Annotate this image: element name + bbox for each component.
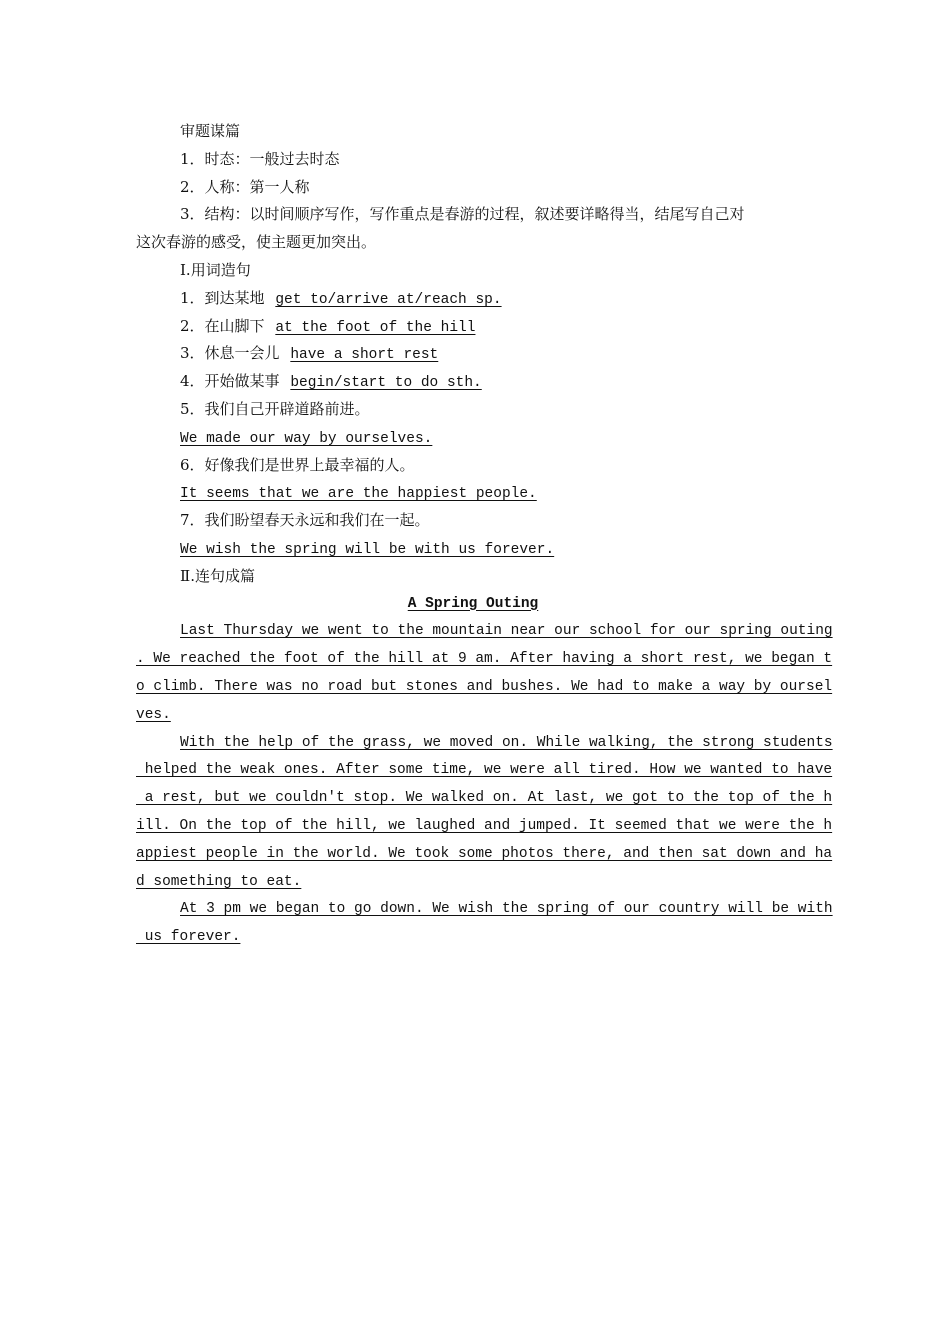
- phrase-item: [136, 368, 810, 396]
- essay-line: helped the weak ones. After some time, we were all tired. How we wanted to have: [136, 762, 833, 779]
- essay-line: o climb. There was no road but stones and bushes. We had to make a way by oursel: [136, 678, 833, 695]
- structure-item-line1: 3．结构：以时间顺序写作，写作重点是春游的过程，叙述要详略得当，结尾写自己对: [180, 205, 745, 224]
- phrase-item: [136, 285, 810, 313]
- essay-line: At 3 pm we began to go down. We wish the spring of our country will be with: [180, 901, 833, 918]
- essay-line: ves.: [136, 706, 171, 723]
- document-page: [136, 118, 833, 952]
- phrase-prompt: 2．在山脚下: [180, 316, 265, 335]
- structure-item-line2: 这次春游的感受，使主题更加突出。: [136, 233, 377, 252]
- phrase-prompt: 1．到达某地: [180, 288, 265, 307]
- person-item: 2．人称：第一人称: [180, 177, 310, 196]
- essay-title: A Spring Outing: [407, 595, 539, 612]
- sentence-prompt: 5．我们自己开辟道路前进。: [180, 399, 370, 418]
- sentence-answer-line: [136, 535, 810, 563]
- essay-line: Last Thursday we went to the mountain near our school for our spring outing: [180, 623, 833, 640]
- phrase-prompt: 4．开始做某事: [180, 372, 280, 391]
- essay-line: . We reached the foot of the hill at 9 am. After having a short rest, we began t: [136, 651, 833, 668]
- section-heading: 审题谋篇: [180, 122, 241, 140]
- essay-line: appiest people in the world. We took some photos there, and then sat down and ha: [136, 845, 833, 862]
- phrase-item: [136, 313, 810, 341]
- essay-line: us forever.: [136, 929, 241, 946]
- phrase-answer: begin/start to do sth.: [290, 375, 482, 392]
- part2-heading: Ⅱ.连句成篇: [180, 566, 255, 585]
- sentence-answer: We made our way by ourselves.: [180, 430, 433, 447]
- phrase-answer: at the foot of the hill: [275, 319, 476, 336]
- essay-line: d something to eat.: [136, 873, 302, 890]
- sentence-prompt: 7．我们盼望春天永远和我们在一起。: [180, 511, 430, 530]
- sentence-answer-line: [136, 424, 810, 452]
- tense-item: 1．时态：一般过去时态: [180, 149, 340, 168]
- essay-line: ill. On the top of the hill, we laughed and jumped. It seemed that we were the h: [136, 817, 833, 834]
- phrase-answer: have a short rest: [290, 347, 439, 364]
- sentence-answer: It seems that we are the happiest people.: [180, 486, 537, 503]
- phrase-answer: get to/arrive at/reach sp.: [275, 291, 502, 308]
- essay-line: a rest, but we couldn't stop. We walked on. At last, we got to the top of the h: [136, 790, 833, 807]
- sentence-answer-line: [136, 479, 810, 507]
- phrase-prompt: 3．休息一会儿: [180, 344, 280, 363]
- part1-heading: Ⅰ.用词造句: [180, 260, 251, 279]
- phrase-item: [136, 340, 810, 368]
- essay-line: With the help of the grass, we moved on. While walking, the strong students: [180, 734, 833, 751]
- sentence-prompt: 6．好像我们是世界上最幸福的人。: [180, 455, 415, 474]
- sentence-answer: We wish the spring will be with us forever.: [180, 541, 555, 558]
